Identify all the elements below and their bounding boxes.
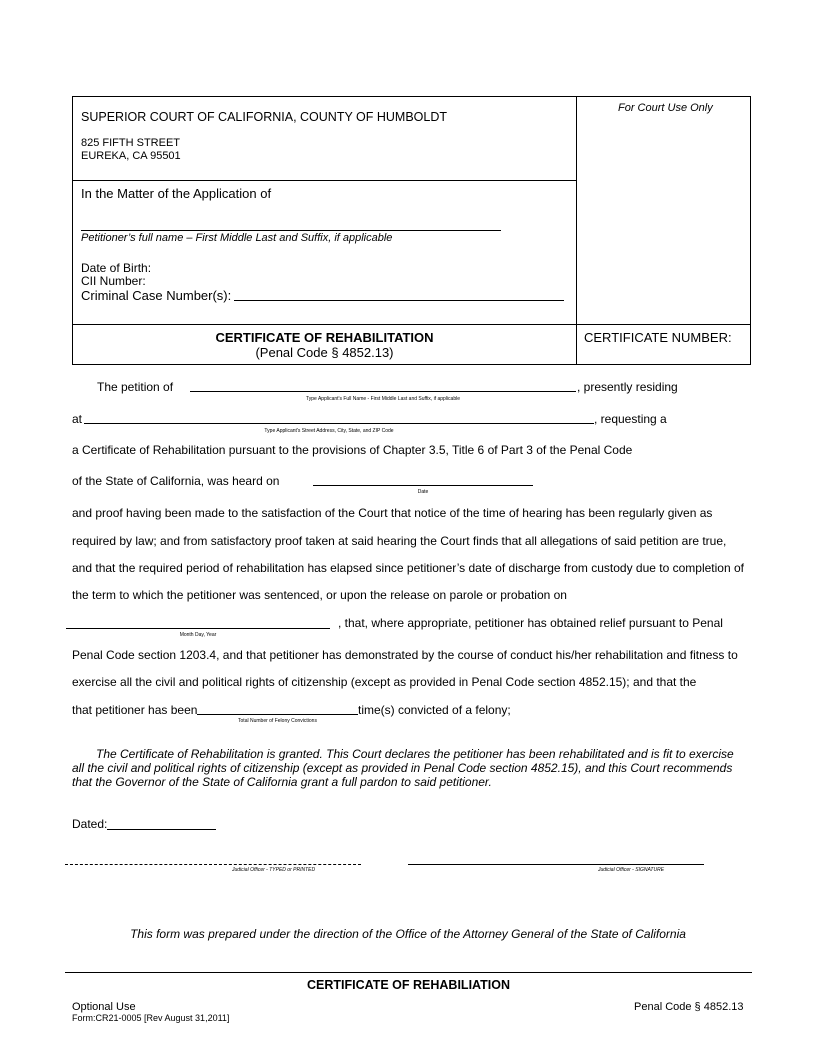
court-use-label: For Court Use Only	[618, 102, 713, 114]
certificate-number-label: CERTIFICATE NUMBER:	[584, 330, 732, 345]
body-line-11: exercise all the civil and political rights of citizenship (except as provided in Penal Code section 4852.15); and that the	[72, 675, 697, 689]
presently-residing-label: , presently residing	[577, 380, 678, 394]
certificate-title: CERTIFICATE OF REHABILITATION	[215, 330, 434, 345]
footer-rule	[65, 972, 752, 973]
typed-name-caption: Judicial Officer - TYPED or PRINTED	[232, 867, 316, 873]
signature-caption: Judicial Officer - SIGNATURE	[598, 867, 665, 873]
matter-title: In the Matter of the Application of	[81, 186, 272, 201]
release-date-caption: Month Day, Year	[179, 632, 217, 638]
at-label: at	[72, 412, 83, 426]
applicant-address-caption: Type Applicant's Street Address, City, State, and ZIP Code	[264, 428, 394, 434]
granted-line-2: all the civil and political rights of citizenship (except as provided in Penal Code section 4852.15), and this Court recommends	[72, 761, 733, 775]
typed-name-line[interactable]	[65, 864, 361, 865]
body-line-8: the term to which the petitioner was sentenced, or upon the release on parole or probation on	[72, 588, 567, 602]
caption-divider-2	[72, 324, 751, 325]
petitioner-name-caption: Petitioner’s full name – First Middle Last and Suffix, if applicable	[81, 232, 393, 244]
release-date-line[interactable]	[66, 628, 330, 629]
dated-line[interactable]	[107, 829, 216, 830]
body-line-4: of the State of California, was heard on	[72, 474, 280, 488]
case-number-line[interactable]	[234, 300, 564, 301]
granted-line-3: that the Governor of the State of California grant a full pardon to said petitioner.	[72, 775, 492, 789]
felony-count-caption: Total Number of Felony Convictions	[238, 718, 317, 724]
body-line-10: Penal Code section 1203.4, and that petitioner has demonstrated by the course of conduct his/her rehabilitation and fitness to	[72, 648, 738, 662]
granted-line-1: The Certificate of Rehabilitation is granted. This Court declares the petitioner has been rehabilitated and is fit to exercise	[96, 747, 734, 761]
footer-penal-code: Penal Code § 4852.13	[634, 1001, 744, 1013]
petitioner-name-line[interactable]	[81, 230, 501, 231]
body-line-5: and proof having been made to the satisfaction of the Court that notice of the time of hearing has been regularly given as	[72, 506, 713, 520]
certificate-code: (Penal Code § 4852.13)	[255, 345, 394, 360]
court-address-line2: EUREKA, CA 95501	[81, 150, 181, 162]
case-number-label: Criminal Case Number(s):	[81, 288, 232, 303]
dob-label: Date of Birth:	[81, 261, 152, 275]
footer-title: CERTIFICATE OF REHABILIATION	[307, 978, 510, 992]
footer-optional-use: Optional Use	[72, 1001, 136, 1013]
hearing-date-caption: Date	[417, 489, 429, 495]
applicant-name-line[interactable]	[190, 391, 576, 392]
applicant-name-caption: Type Applicant's Full Name - First Middle Last and Suffix, if applicable	[306, 396, 460, 402]
petition-of-label: The petition of	[97, 380, 174, 394]
caption-divider-1	[72, 180, 577, 181]
body-line-3: a Certificate of Rehabilitation pursuant to the provisions of Chapter 3.5, Title 6 of Part 3 of the Penal Code	[72, 443, 633, 457]
body-line-6: required by law; and from satisfactory proof taken at said hearing the Court finds that all allegations of said petition are true,	[72, 534, 727, 548]
court-address-line1: 825 FIFTH STREET	[81, 137, 181, 149]
cii-label: CII Number:	[81, 274, 146, 288]
court-name: SUPERIOR COURT OF CALIFORNIA, COUNTY OF HUMBOLDT	[81, 110, 448, 124]
applicant-address-line[interactable]	[84, 423, 594, 424]
body-line-7: and that the required period of rehabilitation has elapsed since petitioner’s date of discharge from custody due to completion of	[72, 561, 744, 575]
footer-form-id: Form:CR21-0005 [Rev August 31,2011]	[72, 1013, 230, 1023]
prepared-note: This form was prepared under the direction of the Office of the Attorney General of the State of California	[130, 927, 686, 941]
body-line-12a: that petitioner has been	[72, 703, 198, 717]
felony-count-line[interactable]	[197, 714, 358, 715]
signature-line[interactable]	[408, 864, 704, 865]
dated-label: Dated:	[72, 817, 108, 831]
body-line-12b: time(s) convicted of a felony;	[358, 703, 511, 717]
body-line-9: , that, where appropriate, petitioner has obtained relief pursuant to Penal	[338, 616, 723, 630]
hearing-date-line[interactable]	[313, 485, 533, 486]
requesting-label: , requesting a	[594, 412, 667, 426]
